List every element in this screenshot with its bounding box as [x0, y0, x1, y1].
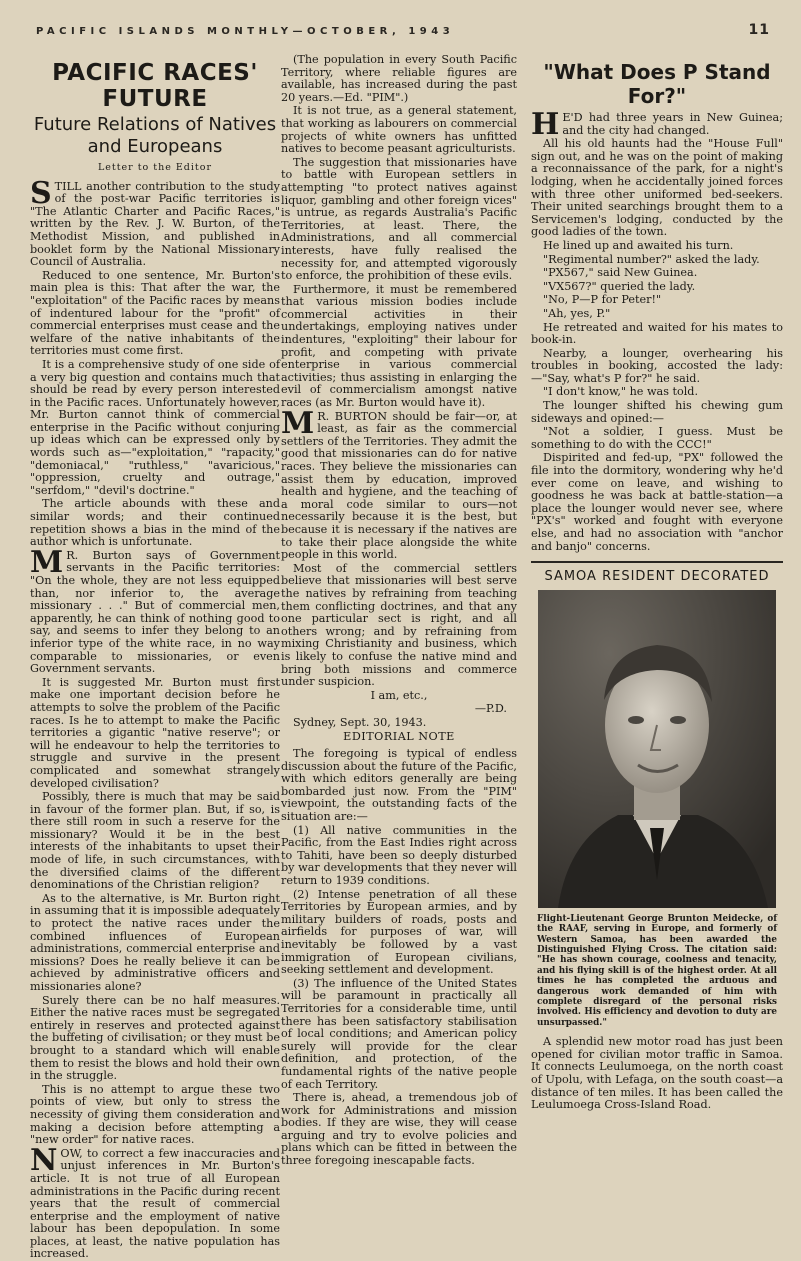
column-3	[531, 54, 783, 1112]
paragraph: There is, ahead, a tremendous job of work for Administrations and mission bodies. If they are wise, they will cease arguing and try to evolve policies and plans which can be fitted in between the three foregoing inescapable facts.	[281, 1091, 517, 1168]
column-1	[30, 54, 280, 1261]
paragraph: The article abounds with these and similar words; and their continued repetition shows a bias in the mind of the author which is unfortunate.	[30, 497, 280, 549]
paragraph: Furthermore, it must be remembered that various mission bodies include commercial activities in their undertakings, employing natives under indentures, "exploiting" their labour for profit, and competing with private enterprise in various commercial activities; thus assisting in enlarging the evil of commercialism amongst native races (as Mr. Burton would have it).	[281, 282, 517, 410]
paragraph: A splendid new motor road has just been opened for civilian motor traffic in Samoa. It connects Leulumoega, on the north coast of Upolu, with Lefaga, on the south coast—a distance of ten miles. It has been called the Leulumoega Cross-Island Road.	[531, 1035, 783, 1112]
paragraph: Surely there can be no half measures. Either the native races must be segregated entirely in reserves and protected against the buffeting of civilisation; or they must be brought to a standard which will enable them to resist the blows and hold their own in the struggle.	[30, 993, 280, 1083]
article-title-line1: PACIFIC RACES'	[52, 60, 258, 86]
paragraph: It is suggested Mr. Burton must first make one important decision before he attempts to solve the problem of the Pacific races. Is he to attempt to make the Pacific territories a gigantic "native reserve"; or will he endeavour to help the territories to struggle and survive in the present complicated and somewhat strangely developed civilisation?	[30, 675, 280, 790]
closing: I am, etc.,	[370, 688, 428, 702]
paragraph: "Regimental number?" asked the lady.	[543, 252, 760, 266]
photo-caption: Flight-Lieutenant George Brunton Meidecke, of the RAAF, serving in Europe, and formerly of Western Samoa, has been awarded the Distinguished Flying Cross. The citation said: "He has shown courage, coolness and tenacity, and his flying skill is of the highest order. At all times he has completed the arduous and dangerous work demanded of him with complete disregard of the personal risks involved. His efficiency and devotion to duty are unsurpassed."	[537, 913, 777, 1028]
article-title	[30, 60, 280, 112]
paragraph: STILL another contribution to the study of the post-war Pacific territories is "The Atlantic Charter and Pacific Races," written by the Rev. J. W. Burton, of the Methodist Mission, and published in booklet form by the National Missionary Council of Australia.	[30, 175, 280, 269]
paragraph: NOW, to correct a few inaccuracies and unjust inferences in Mr. Burton's article. It is not true of all European administrations in the Pacific during recent years that the result of commercial enterprise and the employment of native labour has been depopulation. In some places, at least, the native population has increased.	[30, 1142, 280, 1261]
paragraph: M R. Burton says of Government servants in the Pacific territories: "On the whole, they are not less equipped than, nor inferior to, the average missionary . . ." But of commercial men, apparently, he can think of nothing good to say, and seems to infer they belong to an inferior type of the white race, in no way comparable to missionaries, or even Government servants.	[30, 544, 280, 676]
article-subtitle: Future Relations of Natives and Europeans	[33, 114, 277, 157]
drop-cap: N	[30, 1142, 58, 1178]
paragraph: (The population in every South Pacific Territory, where reliable figures are available, has increased during the past 20 years.—Ed. "PIM".)	[281, 53, 517, 104]
drop-cap: M	[281, 405, 315, 441]
paragraph: M R. BURTON should be fair—or, at least, as fair as the commercial settlers of the Territories. They admit the good that missionaries can do for native races. They believe the missionaries can assist them by education, improved health and hygiene, and the teaching of a moral code similar to ours—not necessarily because it is the best, but because it is necessary if the natives are to take their place alongside the white people in this world.	[281, 405, 517, 562]
paragraph: It is a comprehensive study of one side of a very big question and contains much that should be read by every person interested in the Pacific races. Unfortunately however, Mr. Burton cannot think of commercial enterprise in the Pacific without conjuring up ideas which can be expressed only by words such as—"exploitation," "rapacity," "demoniacal," "ruthless," "avaricious," "oppression, cruelty and outrage," "serfdom," "devil's doctrine."	[30, 357, 280, 497]
paragraph: This is no attempt to argue these two points of view, but only to stress the necessity of giving them consideration and making a decision before attempting a "new order" for native races.	[30, 1082, 280, 1147]
paragraph: "PX567," said New Guinea.	[543, 266, 698, 280]
paragraph: He lined up and awaited his turn.	[543, 238, 734, 252]
paragraph: The suggestion that missionaries have to battle with European settlers in attempting "to protect natives against liquor, gambling and other foreign vices" is untrue, as regards Australia's Pacific Territories, at least. There, the Administrations, and all commercial interests, have fully realised the necessity for, and attempted vigorously to enforce, the prohibition of these evils.	[281, 155, 517, 283]
paragraph: "Not a soldier, I guess. Must be something to do with the CCC!"	[531, 425, 783, 451]
paragraph: As to the alternative, is Mr. Burton right in assuming that it is impossible adequately to protect the native races under the combined influences of European administrations, commercial enterprise and missions? Does he really believe it can be achieved by administrative officers and missionaries alone?	[30, 891, 280, 993]
paragraph: "VX567?" queried the lady.	[543, 279, 696, 293]
article-title-line2: FUTURE	[102, 86, 208, 112]
paragraph: Most of the commercial settlers believe that missionaries will best serve the natives by refraining from teaching them conflicting doctrines, and that any one particular sect is right, and all others wrong; and by refraining from mixing Christianity and business, which is likely to confuse the native mind and bring both missions and commerce under suspicion.	[281, 561, 517, 689]
paragraph: (1) All native communities in the Pacific, from the East Indies right across to Tahiti, have been so deeply disturbed by war developments that they never will return to 1939 conditions.	[281, 823, 517, 887]
paragraph: "Ah, yes, P."	[543, 306, 611, 320]
drop-cap: M	[30, 544, 64, 580]
portrait-photo	[538, 590, 776, 908]
paragraph: Dispirited and fed-up, "PX" followed the file into the dormitory, wondering why he'd ever come on leave, and wishing to goodness he was back at battle-station—a place the lounger would never see, where "PX's" worked and fought with everyone else, and had no association with "anchor and banjo" concerns.	[531, 451, 783, 553]
paragraph: "No, P—P for Peter!"	[543, 293, 662, 307]
paragraph: It is not true, as a general statement, that working as labourers on commercial projects of white owners has unfitted natives to become peasant agriculturists.	[281, 104, 517, 156]
paragraph: (2) Intense penetration of all these Territories by European armies, and by military builders of roads, posts and airfields for purposes of war, will inevitably be followed by a vast immigration of European civilians, seeking settlement and development.	[281, 887, 517, 977]
running-head: PACIFIC ISLANDS MONTHLY—OCTOBER, 1943	[36, 26, 455, 37]
paragraph: Possibly, there is much that may be said in favour of the former plan. But, if so, is there still room in such a reserve for the missionary? Would it be in the best interests of the inhabitants to upset their mode of life, in such circumstances, with the diversified claims of the different denominations of the Christian religion?	[30, 790, 280, 892]
page-number: 11	[748, 22, 770, 38]
paragraph: Reduced to one sentence, Mr. Burton's main plea is this: That after the war, the "exploitation" of the Pacific races by means of indentured labour for the "profit" of commercial enterprises must cease and the welfare of the native inhabitants of the territories must come first.	[30, 268, 280, 358]
article-kicker: Letter to the Editor	[97, 162, 213, 173]
paragraph: (3) The influence of the United States will be paramount in practically all Territories for a considerable time, until there has been satisfactory stabilisation of local conditions; and American policy surely will provide for the clear definition, and protection, of the fundamental rights of the native people of each Territory.	[281, 976, 517, 1091]
portrait-illustration	[538, 590, 776, 908]
article-title: "What Does P Stand For?"	[543, 60, 771, 108]
running-header	[30, 22, 770, 42]
editorial-heading: EDITORIAL NOTE	[343, 730, 455, 744]
paragraph: The foregoing is typical of endless discussion about the future of the Pacific, with which editors generally are being bombarded just now. From the "PIM" viewpoint, the outstanding facts of the situation are:—	[281, 747, 517, 824]
signature: —P.D.	[474, 702, 507, 716]
paragraph: The lounger shifted his chewing gum sideways and opined:—	[531, 399, 783, 425]
dateline: Sydney, Sept. 30, 1943.	[293, 715, 427, 729]
paragraph: Nearby, a lounger, overhearing his troubles in booking, accosted the lady:—"Say, what's P for?" he said.	[531, 346, 783, 385]
drop-cap: H	[531, 107, 560, 142]
column-2	[281, 53, 517, 1168]
paragraph: H E'D had three years in New Guinea; and the city had changed.	[531, 107, 783, 142]
section-heading: SAMOA RESIDENT DECORATED	[531, 561, 783, 584]
drop-cap: S	[30, 175, 52, 211]
paragraph: "I don't know," he was told.	[543, 385, 699, 399]
paragraph: All his old haunts had the "House Full" sign out, and he was on the point of making a reconnaissance of the park, for a night's lodging, when he accidentally joined forces with three other uniformed bed-seekers. Their united searchings brought them to a Servicemen's lodging, conducted by the good ladies of the town.	[531, 137, 783, 239]
paragraph: He retreated and waited for his mates to book-in.	[531, 320, 783, 347]
